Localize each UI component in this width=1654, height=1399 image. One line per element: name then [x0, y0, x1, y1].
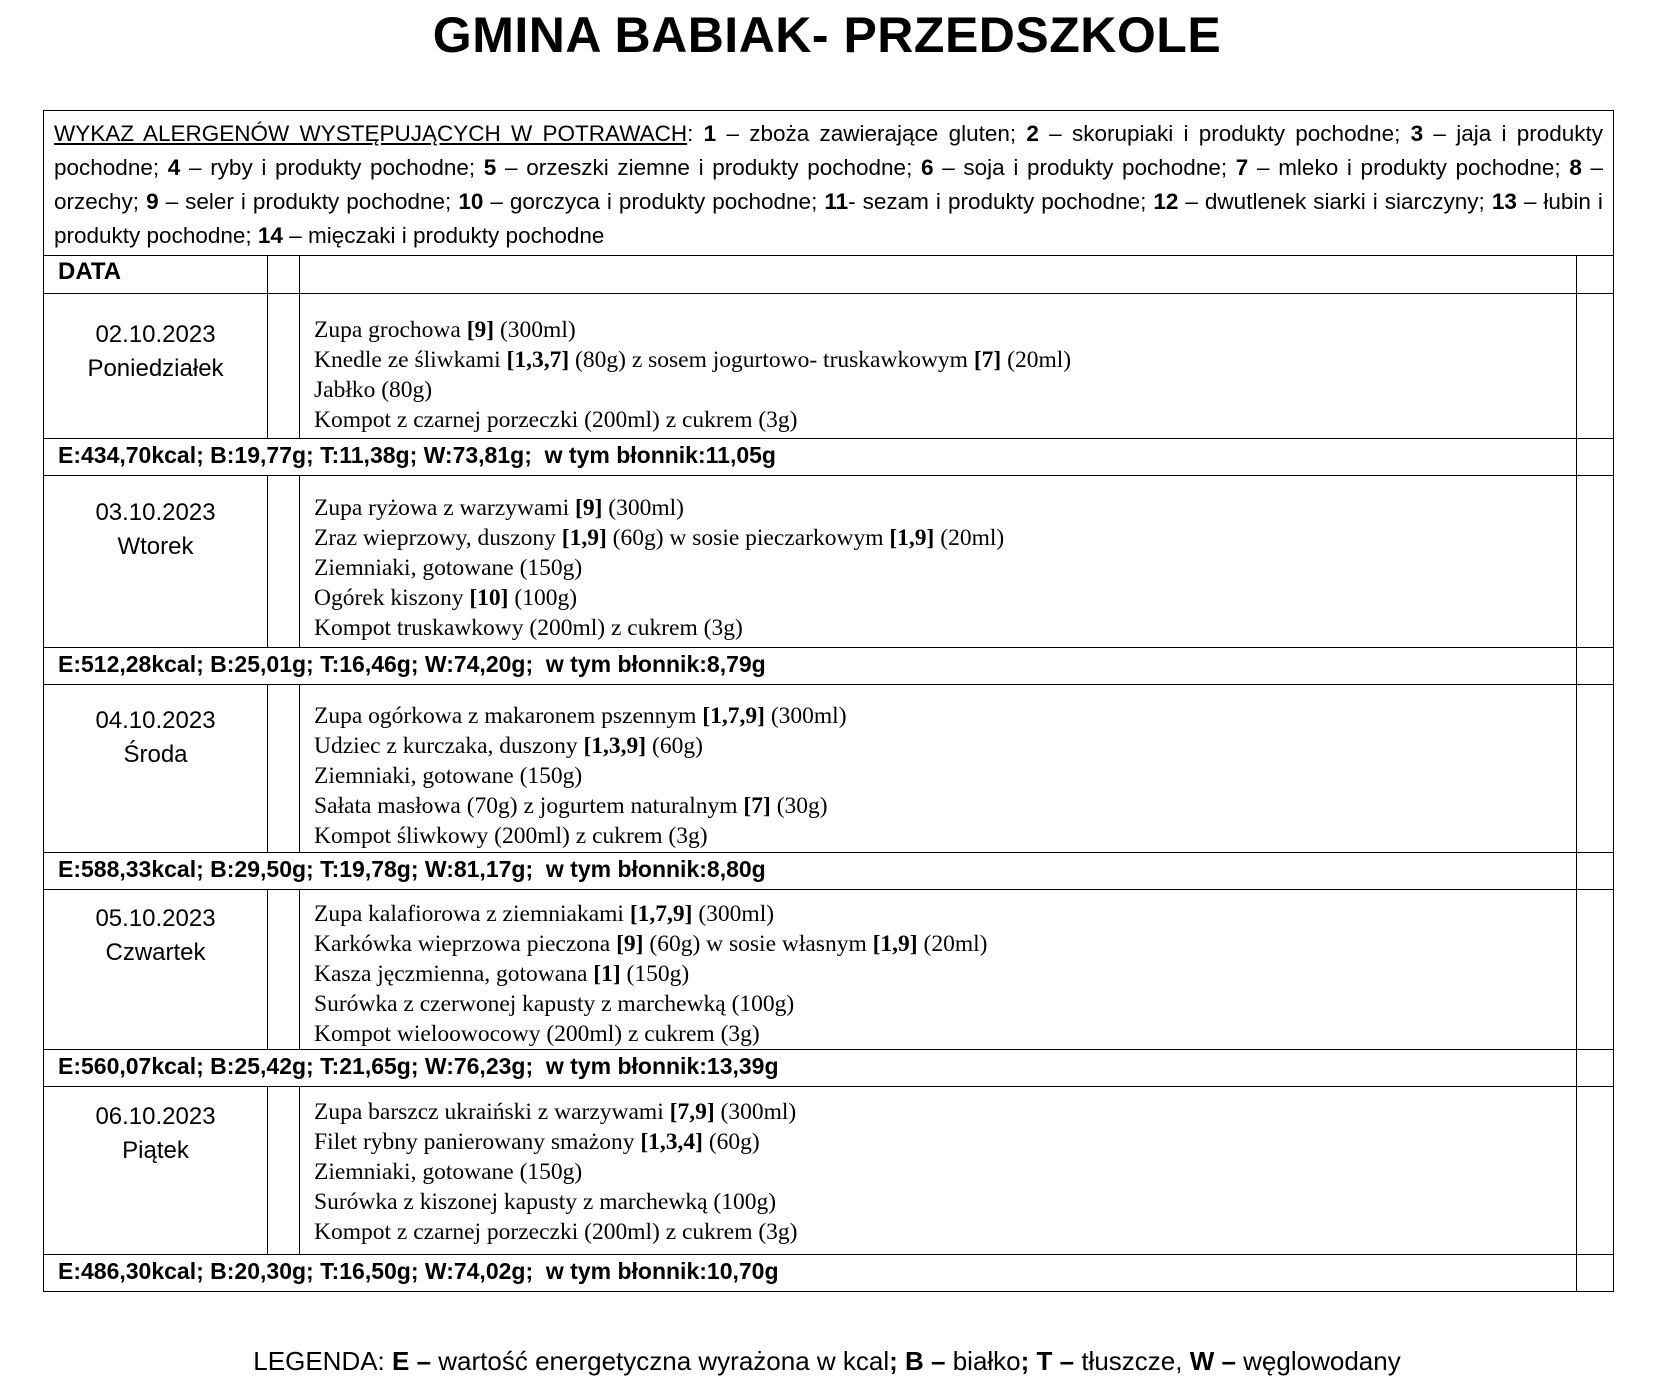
allergen-text: dwutlenek siarki i siarczyny: [1204, 189, 1479, 214]
allergen-code: [7]: [973, 347, 1002, 373]
empty-cell: [300, 256, 1577, 294]
dish-text: Zupa kalafiorowa z ziemniakami: [314, 901, 630, 927]
dish-line: [314, 553, 1576, 583]
dish-line: [314, 761, 1576, 791]
day-date: 06.10.2023: [95, 1103, 216, 1130]
empty-cell: [268, 294, 300, 439]
day-name: Środa: [123, 741, 188, 768]
nutrition-row: [44, 853, 1614, 890]
legend: [0, 1346, 1654, 1377]
allergen-text: mleko i produkty pochodne: [1278, 155, 1555, 180]
dish-text: Ogórek kiszony: [314, 585, 470, 611]
dish-line: [314, 959, 1576, 989]
allergen-code: [1,9]: [889, 525, 935, 551]
dish-text: (300ml): [764, 703, 847, 729]
dish-line: [314, 1127, 1576, 1157]
dish-text: (30g): [770, 793, 828, 819]
dish-text: Surówka z kiszonej kapusty z marchewką (100g): [314, 1189, 777, 1215]
dish-line: [314, 989, 1576, 1019]
dish-text: (300ml): [714, 1099, 797, 1125]
legend-text: LEGENDA:: [253, 1346, 393, 1376]
allergen-text: orzechy: [54, 189, 133, 214]
dish-text: (20ml): [934, 525, 1005, 551]
day-name: Wtorek: [117, 533, 194, 560]
empty-cell: [1577, 256, 1614, 294]
empty-cell: [1577, 476, 1614, 648]
dish-line: [314, 929, 1576, 959]
empty-cell: [1577, 685, 1614, 853]
allergen-code: [10]: [469, 585, 509, 611]
empty-cell: [1577, 1050, 1614, 1087]
empty-cell: [1577, 1087, 1614, 1255]
allergen-row: [44, 111, 1614, 256]
day-row: [44, 294, 1614, 439]
allergen-text: gorczyca i produkty pochodne: [509, 189, 812, 214]
day-date: 05.10.2023: [95, 905, 216, 932]
dish-text: Zupa grochowa: [314, 317, 467, 343]
nutrition-values: E:434,70kcal; B:19,77g; T:11,38g; W:73,81g; w tym błonnik:11,05g: [44, 439, 1577, 476]
allergen-code: [1,3,7]: [506, 347, 570, 373]
dish-text: Zupa ogórkowa z makaronem pszennym: [314, 703, 703, 729]
allergen-code: [9]: [616, 931, 644, 957]
dish-text: (60g): [646, 733, 703, 759]
dish-line: [314, 613, 1576, 643]
dish-text: (300ml): [692, 901, 775, 927]
allergen-number: 13: [1491, 189, 1517, 214]
allergen-number: 14: [257, 223, 283, 248]
allergen-text: sezam i produkty pochodne: [862, 189, 1141, 214]
allergen-code: [1,7,9]: [702, 703, 765, 729]
legend-key: W –: [1189, 1346, 1236, 1376]
dish-line: [314, 315, 1576, 345]
dish-line: [314, 375, 1576, 405]
allergen-number: 6: [921, 155, 934, 180]
dish-text: Surówka z czerwonej kapusty z marchewką (100g): [314, 991, 795, 1017]
day-name: Poniedziałek: [87, 355, 224, 382]
empty-cell: [268, 685, 300, 853]
empty-cell: [268, 890, 300, 1050]
legend-key: ; B –: [889, 1346, 946, 1376]
dish-list: [300, 1087, 1577, 1255]
nutrition-values: E:560,07kcal; B:25,42g; T:21,65g; W:76,23g; w tym błonnik:13,39g: [44, 1050, 1577, 1087]
dish-line: [314, 701, 1576, 731]
allergen-text: ryby i produkty pochodne: [210, 155, 469, 180]
day-row: [44, 1087, 1614, 1255]
nutrition-values: E:486,30kcal; B:20,30g; T:16,50g; W:74,02g; w tym błonnik:10,70g: [44, 1255, 1577, 1292]
dish-text: Filet rybny panierowany smażony: [314, 1129, 641, 1155]
empty-cell: [268, 256, 300, 294]
dish-text: Zraz wieprzowy, duszony: [314, 525, 562, 551]
dish-text: Kompot z czarnej porzeczki (200ml) z cukrem (3g): [314, 1219, 798, 1245]
allergen-code: [9]: [575, 495, 603, 521]
day-row: [44, 890, 1614, 1050]
allergen-code: [9]: [466, 317, 495, 343]
nutrition-values: E:588,33kcal; B:29,50g; T:19,78g; W:81,17g; w tym błonnik:8,80g: [44, 853, 1577, 890]
dish-line: [314, 583, 1576, 613]
dish-text: Kompot śliwkowy (200ml) z cukrem (3g): [314, 823, 708, 849]
dish-text: (150g): [620, 961, 690, 987]
nutrition-row: [44, 1050, 1614, 1087]
day-row: [44, 476, 1614, 648]
allergen-number: 7: [1235, 155, 1249, 180]
nutrition-row: [44, 648, 1614, 685]
dish-text: (100g): [508, 585, 578, 611]
nutrition-values: E:512,28kcal; B:25,01g; T:16,46g; W:74,20g; w tym błonnik:8,79g: [44, 648, 1577, 685]
legend-text: tłuszcze,: [1074, 1346, 1190, 1376]
page-title: GMINA BABIAK- PRZEDSZKOLE: [432, 7, 1222, 63]
allergen-text: skorupiaki i produkty pochodne: [1071, 121, 1395, 146]
dish-line: [314, 1187, 1576, 1217]
allergen-number: 11: [824, 189, 849, 214]
allergen-code: [1]: [593, 961, 621, 987]
allergen-number: 4: [167, 155, 181, 180]
data-header-row: [44, 256, 1614, 294]
allergen-code: [1,3,4]: [640, 1129, 703, 1155]
allergen-text: jaja i produkty pochodne: [54, 121, 1604, 180]
dish-text: (20ml): [1001, 347, 1072, 373]
day-row: [44, 685, 1614, 853]
dish-text: Ziemniaki, gotowane (150g): [314, 1159, 583, 1185]
allergen-number: 10: [458, 189, 484, 214]
day-cell: [44, 685, 268, 853]
dish-text: (60g) w sosie własnym: [643, 931, 873, 957]
dish-line: [314, 1157, 1576, 1187]
dish-text: (60g): [702, 1129, 760, 1155]
dish-text: (300ml): [602, 495, 684, 521]
allergen-text: mięczaki i produkty pochodne: [307, 223, 605, 248]
allergen-text: łubin i produkty pochodne: [54, 189, 1603, 248]
legend-text: węglowodany: [1235, 1346, 1401, 1376]
dish-text: Knedle ze śliwkami: [314, 347, 507, 373]
allergen-number: 5: [483, 155, 497, 180]
day-name: Czwartek: [105, 939, 206, 966]
allergen-items: 1 – zboża zawierające gluten; 2 – skorupiaki i produkty pochodne; 3 – jaja i produkty pochodne; 4 – ryby i produkty pochodne; 5 – orzeszki ziemne i produkty pochodne; 6 – soja i produkty pochodne; 7 – mleko i produkty pochodne; 8 – orzechy; 9 – seler i produkty pochodne; 10 – gorczyca i produkty pochodne; 11- sezam i produkty pochodne; 12 – dwutlenek siarki i siarczyny; 13 – łubin i produkty pochodne; 14 – mięczaki i produkty pochodne: [54, 121, 1604, 248]
dish-text: Zupa barszcz ukraiński z warzywami: [314, 1099, 670, 1125]
day-cell: [44, 294, 268, 439]
dish-line: [314, 899, 1576, 929]
dish-text: Sałata masłowa (70g) z jogurtem naturalnym: [314, 793, 744, 819]
dish-line: [314, 405, 1576, 435]
empty-cell: [268, 476, 300, 648]
empty-cell: [1577, 890, 1614, 1050]
dish-line: [314, 493, 1576, 523]
dish-text: Ziemniaki, gotowane (150g): [314, 763, 583, 789]
dish-text: Kasza jęczmienna, gotowana: [314, 961, 594, 987]
dish-text: (80g) z sosem jogurtowo- truskawkowym: [569, 347, 974, 373]
dish-line: [314, 1019, 1576, 1049]
allergen-text: soja i produkty pochodne: [963, 155, 1221, 180]
allergen-code: [1,9]: [872, 931, 918, 957]
day-date: 04.10.2023: [95, 707, 216, 734]
dish-text: Ziemniaki, gotowane (150g): [314, 555, 583, 581]
dish-line: [314, 1217, 1576, 1247]
dish-text: Jabłko (80g): [314, 377, 433, 403]
allergen-number: 1: [703, 121, 717, 146]
allergen-heading: WYKAZ ALERGENÓW WYSTĘPUJĄCYCH W POTRAWACH: [54, 121, 688, 146]
allergen-code: [7]: [743, 793, 771, 819]
legend-key: E –: [392, 1346, 432, 1376]
empty-cell: [1577, 853, 1614, 890]
allergen-heading-colon: :: [687, 121, 694, 146]
empty-cell: [1577, 1255, 1614, 1292]
dish-line: [314, 821, 1576, 851]
dish-text: (20ml): [917, 931, 988, 957]
legend-text: wartość energetyczna wyrażona w kcal: [431, 1346, 890, 1376]
allergen-code: [1,3,9]: [583, 733, 647, 759]
allergen-code: [7,9]: [669, 1099, 715, 1125]
allergen-list: [44, 111, 1614, 256]
dish-list: [300, 294, 1577, 439]
day-cell: [44, 476, 268, 648]
empty-cell: [268, 1087, 300, 1255]
allergen-number: 2: [1026, 121, 1039, 146]
day-date: 02.10.2023: [95, 321, 216, 348]
dish-line: [314, 731, 1576, 761]
allergen-number: 8: [1569, 155, 1582, 180]
dish-line: [314, 1097, 1576, 1127]
data-header: DATA: [44, 256, 268, 294]
empty-cell: [1577, 294, 1614, 439]
dish-list: [300, 890, 1577, 1050]
nutrition-row: [44, 1255, 1614, 1292]
dish-text: Udziec z kurczaka, duszony: [314, 733, 584, 759]
dish-text: (300ml): [494, 317, 576, 343]
nutrition-row: [44, 439, 1614, 476]
allergen-number: 12: [1153, 189, 1179, 214]
dish-text: Kompot z czarnej porzeczki (200ml) z cukrem (3g): [314, 407, 798, 433]
dish-text: Karkówka wieprzowa pieczona: [314, 931, 617, 957]
day-name: Piątek: [122, 1137, 189, 1164]
dish-text: (60g) w sosie pieczarkowym: [606, 525, 890, 551]
allergen-code: [1,7,9]: [629, 901, 693, 927]
allergen-text: seler i produkty pochodne: [185, 189, 446, 214]
empty-cell: [1577, 648, 1614, 685]
dish-text: Kompot wieloowocowy (200ml) z cukrem (3g): [314, 1021, 760, 1047]
allergen-number: 9: [146, 189, 159, 214]
legend-text: białko: [945, 1346, 1021, 1376]
allergen-text: zboża zawierające gluten: [749, 121, 1010, 146]
dish-text: Kompot truskawkowy (200ml) z cukrem (3g): [314, 615, 743, 641]
dish-text: Zupa ryżowa z warzywami: [314, 495, 575, 521]
legend-key: ; T –: [1020, 1346, 1075, 1376]
day-date: 03.10.2023: [95, 499, 216, 526]
day-cell: [44, 1087, 268, 1255]
dish-list: [300, 685, 1577, 853]
dish-list: [300, 476, 1577, 648]
allergen-code: [1,9]: [561, 525, 607, 551]
allergen-text: orzeszki ziemne i produkty pochodne: [526, 155, 907, 180]
dish-line: [314, 791, 1576, 821]
dish-line: [314, 523, 1576, 553]
menu-table: [43, 110, 1614, 1292]
allergen-number: 3: [1410, 121, 1424, 146]
empty-cell: [1577, 439, 1614, 476]
dish-line: [314, 345, 1576, 375]
day-cell: [44, 890, 268, 1050]
